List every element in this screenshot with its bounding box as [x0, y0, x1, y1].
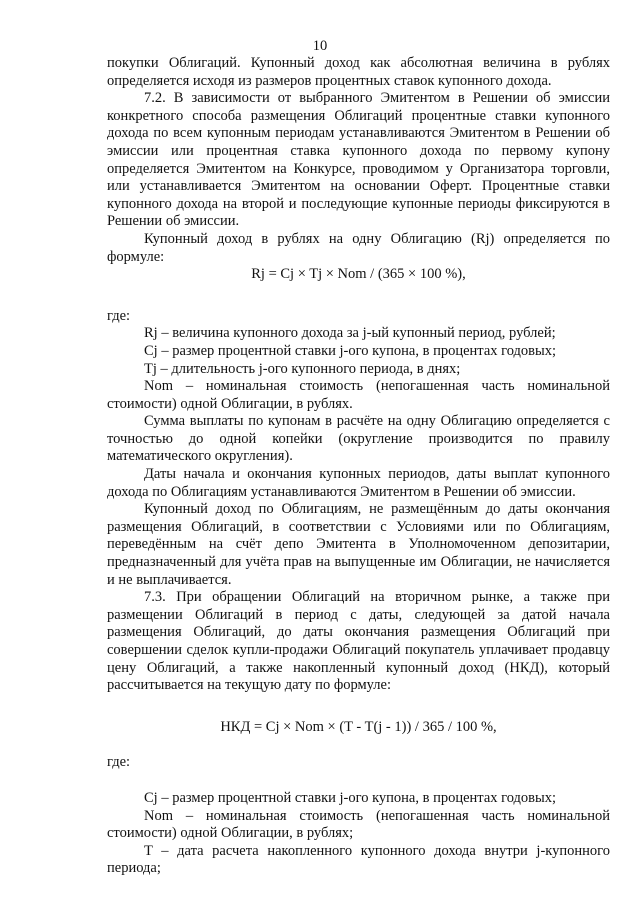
paragraph: Сумма выплаты по купонам в расчёте на одну Облигацию определяется с точностью до одной копейки (округление производится по правилу математического округления).	[107, 413, 610, 465]
where-label: где:	[107, 307, 131, 324]
paragraph: покупки Облигаций. Купонный доход как абсолютная величина в рублях определяется исходя из размеров процентных ставок купонного дохода.	[107, 55, 610, 89]
formula-nkd: НКД = Cj × Nom × (T - T(j - 1)) / 365 / 100 %,	[220, 718, 497, 735]
page-number: 10	[312, 38, 328, 54]
definition-nom: Nom – номинальная стоимость (непогашенная часть номинальной стоимости) одной Облигации, в рублях.	[107, 378, 610, 412]
spacer	[107, 736, 610, 754]
definition-tj: Tj – длительность j-ого купонного периода, в днях;	[144, 360, 461, 377]
spacer	[107, 772, 610, 790]
definition-rj: Rj – величина купонного дохода за j-ый купонный период, рублей;	[144, 325, 556, 342]
definition-cj: Cj – размер процентной ставки j-ого купона, в процентах годовых;	[144, 342, 557, 359]
paragraph-section-7-2: 7.2. В зависимости от выбранного Эмитентом в Решении об эмиссии конкретного способа размещения Облигаций процентные ставки купонного дохода по всем купонным периодам устанавливаются Эмитентом в Решении об эмиссии или процентная ставка купонного дохода по первому купону определяется Эмитентом на Конкурсе, проводимом у Организатора торговли, или устанавливается Эмитентом на основании Оферт. Процентные ставки купонного дохода на второй и последующие купонные периоды фиксируются в Решении об эмиссии.	[107, 90, 610, 230]
document-body	[107, 55, 610, 878]
definition-t: T – дата расчета накопленного купонного дохода внутри j-купонного периода;	[107, 842, 610, 877]
spacer	[107, 284, 610, 308]
paragraph: Купонный доход в рублях на одну Облигацию (Rj) определяется по формуле:	[107, 230, 610, 265]
paragraph: Даты начала и окончания купонных периодов, даты выплат купонного дохода по Облигациям устанавливаются Эмитентом в Решении об эмиссии.	[107, 466, 610, 500]
definition-nom: Nom – номинальная стоимость (непогашенная часть номинальной стоимости) одной Облигации, в рублях;	[107, 807, 610, 842]
paragraph: Купонный доход по Облигациям, не размещённым до даты окончания размещения Облигаций, в соответствии с Условиями или по Облигациям, переведённым на счёт депо Эмитента в Уполномоченном депозитарии, предназначенный для учёта прав на выпущенные им Облигации, не начисляется и не выплачивается.	[107, 501, 610, 588]
formula-rj: Rj = Cj × Tj × Nom / (365 × 100 %),	[251, 266, 466, 283]
spacer	[107, 695, 610, 719]
where-label: где:	[107, 754, 131, 771]
paragraph-section-7-3: 7.3. При обращении Облигаций на вторичном рынке, а также при размещении Облигаций в период с даты, следующей за датой начала размещения Облигаций, до даты окончания размещения Облигаций при совершении сделок купли-продажи Облигаций покупатель уплачивает продавцу цену Облигаций, а также накопленный купонный доход (НКД), который рассчитывается на текущую дату по формуле:	[107, 589, 610, 694]
definition-cj: Cj – размер процентной ставки j-ого купона, в процентах годовых;	[144, 789, 557, 806]
